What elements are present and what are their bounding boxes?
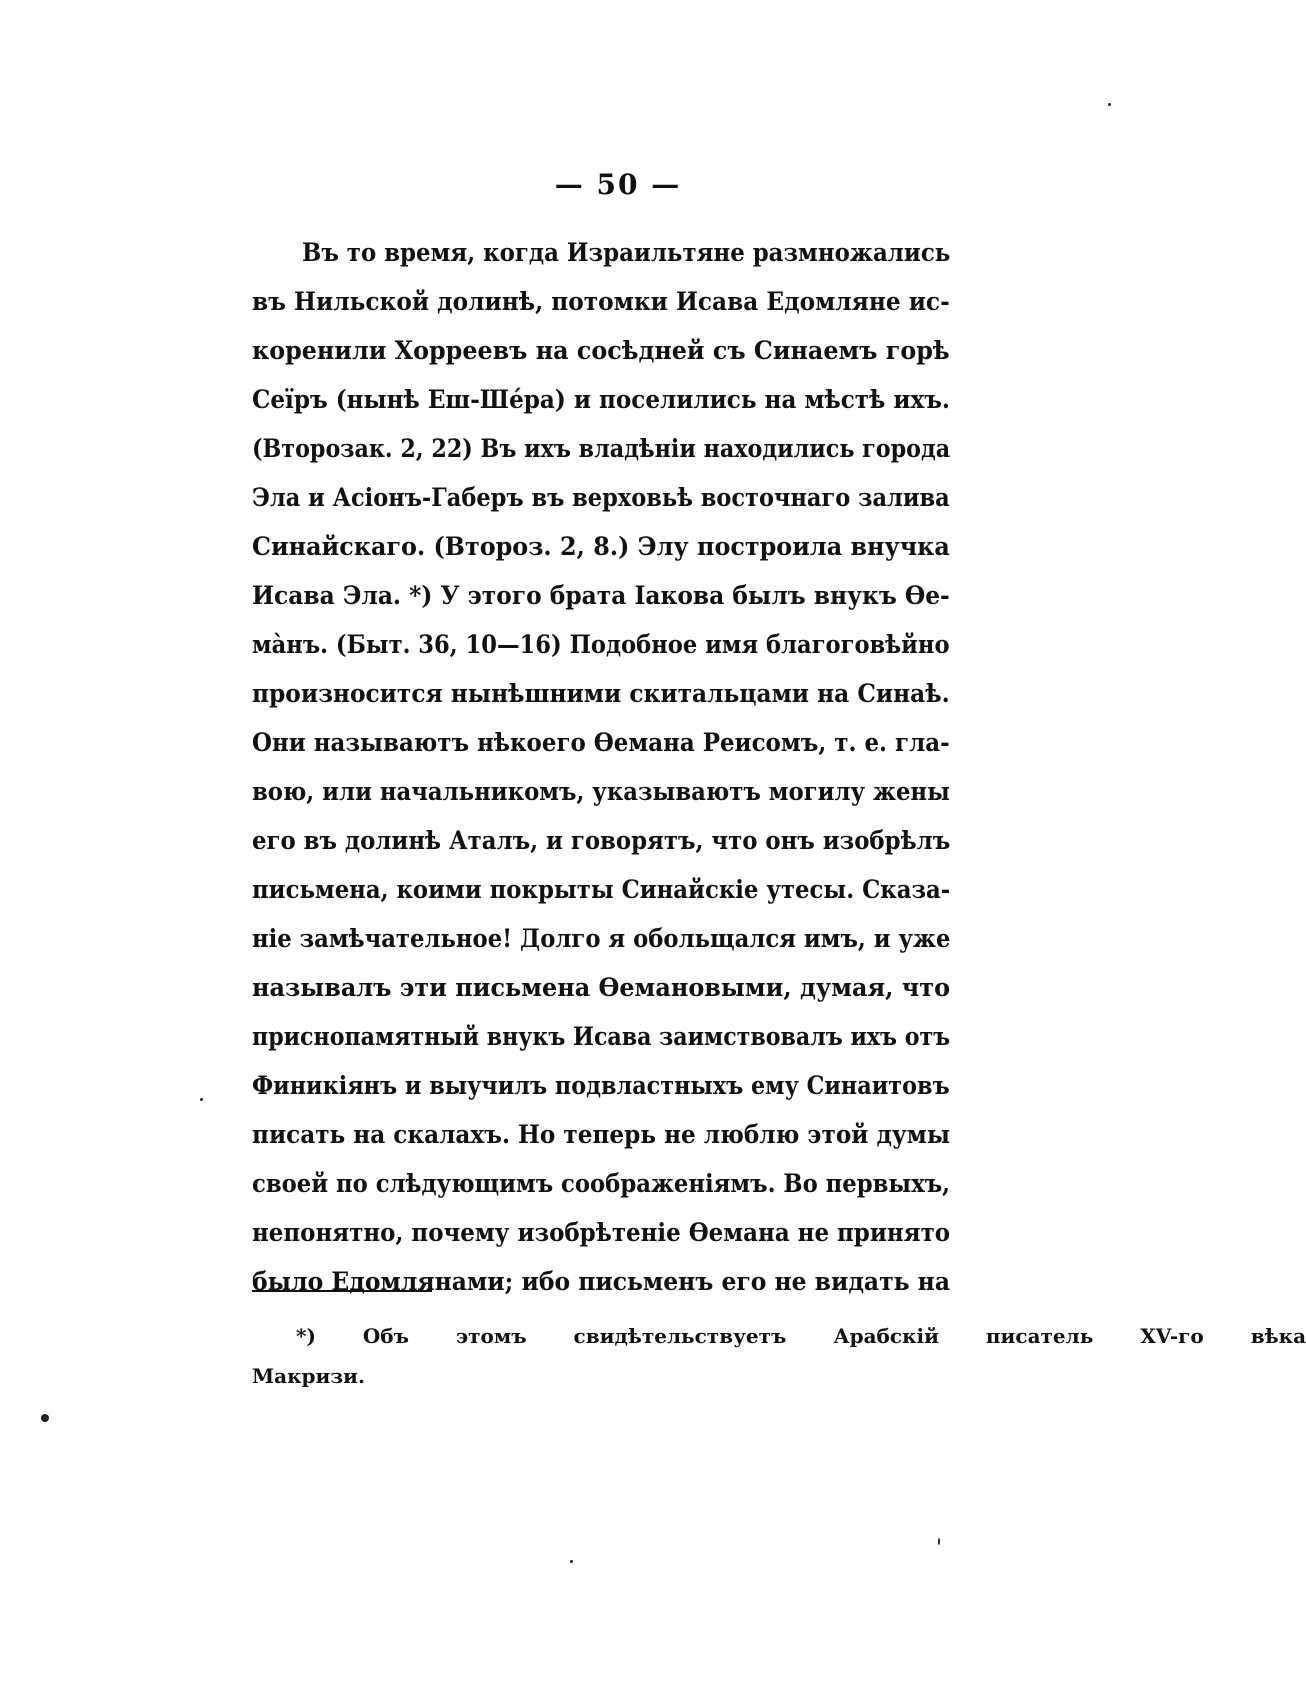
text-line: письмена, коими покрыты Синайскiе утесы. Сказа- — [252, 875, 951, 904]
text-line: Въ то время, когда Израильтяне размножались — [302, 238, 951, 267]
text-line: мàнъ. (Быт. 36, 10—16) Подобное имя благоговѣйно — [252, 630, 950, 659]
text-line: вою, или начальникомъ, указываютъ могилу жены — [252, 777, 950, 806]
footnote-line: Макризи. — [252, 1364, 365, 1388]
footnote-divider — [252, 1290, 432, 1292]
page-number: — 50 — — [554, 168, 682, 201]
text-line: Финикiянъ и выучилъ подвластныхъ ему Синаитовъ — [252, 1071, 950, 1100]
text-line: непонятно, почему изобрѣтенiе Ѳемана не принято — [252, 1218, 951, 1247]
text-line: было Едомлянами; ибо письменъ его не видать на — [252, 1267, 951, 1296]
text-line: Синайскаго. (Второз. 2, 8.) Элу построила внучка — [252, 532, 950, 561]
text-line: своей по слѣдующимъ соображенiямъ. Во первыхъ, — [252, 1169, 951, 1198]
scan-speck — [938, 1538, 940, 1545]
text-line: коренили Хорреевъ на сосѣдней съ Синаемъ горѣ — [252, 336, 950, 365]
scan-speck — [1108, 103, 1111, 106]
scan-speck — [200, 1098, 203, 1101]
scan-speck — [41, 1414, 49, 1422]
footnote — [252, 1316, 1306, 1396]
text-line: произносится нынѣшними скитальцами на Синаѣ. — [252, 679, 950, 708]
text-line: Эла и Асiонъ-Габеръ въ верховьѣ восточнаго залива — [252, 483, 950, 512]
text-line: Они называютъ нѣкоего Ѳемана Реисомъ, т. е. гла- — [252, 728, 950, 757]
text-line: приснопамятный внукъ Исава заимствовалъ ихъ отъ — [252, 1022, 951, 1051]
body-text — [252, 228, 952, 1306]
text-line: называлъ эти письмена Ѳемановыми, думая, что — [252, 973, 951, 1002]
scan-speck — [570, 1560, 573, 1563]
text-line: его въ долинѣ Аталъ, и говорятъ, что онъ изобрѣлъ — [252, 826, 951, 855]
footnote-line: *) Объ этомъ свидѣтельствуетъ Арабскiй писатель XV-го вѣка — [296, 1324, 1306, 1348]
text-line: въ Нильской долинѣ, потомки Исава Едомляне ис- — [252, 287, 950, 316]
text-line: писать на скалахъ. Но теперь не люблю этой думы — [252, 1120, 951, 1149]
text-line: Сеїръ (нынѣ Еш-Шéра) и поселились на мѣстѣ ихъ. — [252, 385, 950, 414]
text-line: нiе замѣчательное! Долго я обольщался имъ, и уже — [252, 924, 951, 953]
text-line: Исава Эла. *) У этого брата Iакова былъ внукъ Ѳе- — [252, 581, 950, 610]
text-line: (Второзак. 2, 22) Въ ихъ владѣнiи находились города — [252, 434, 951, 463]
